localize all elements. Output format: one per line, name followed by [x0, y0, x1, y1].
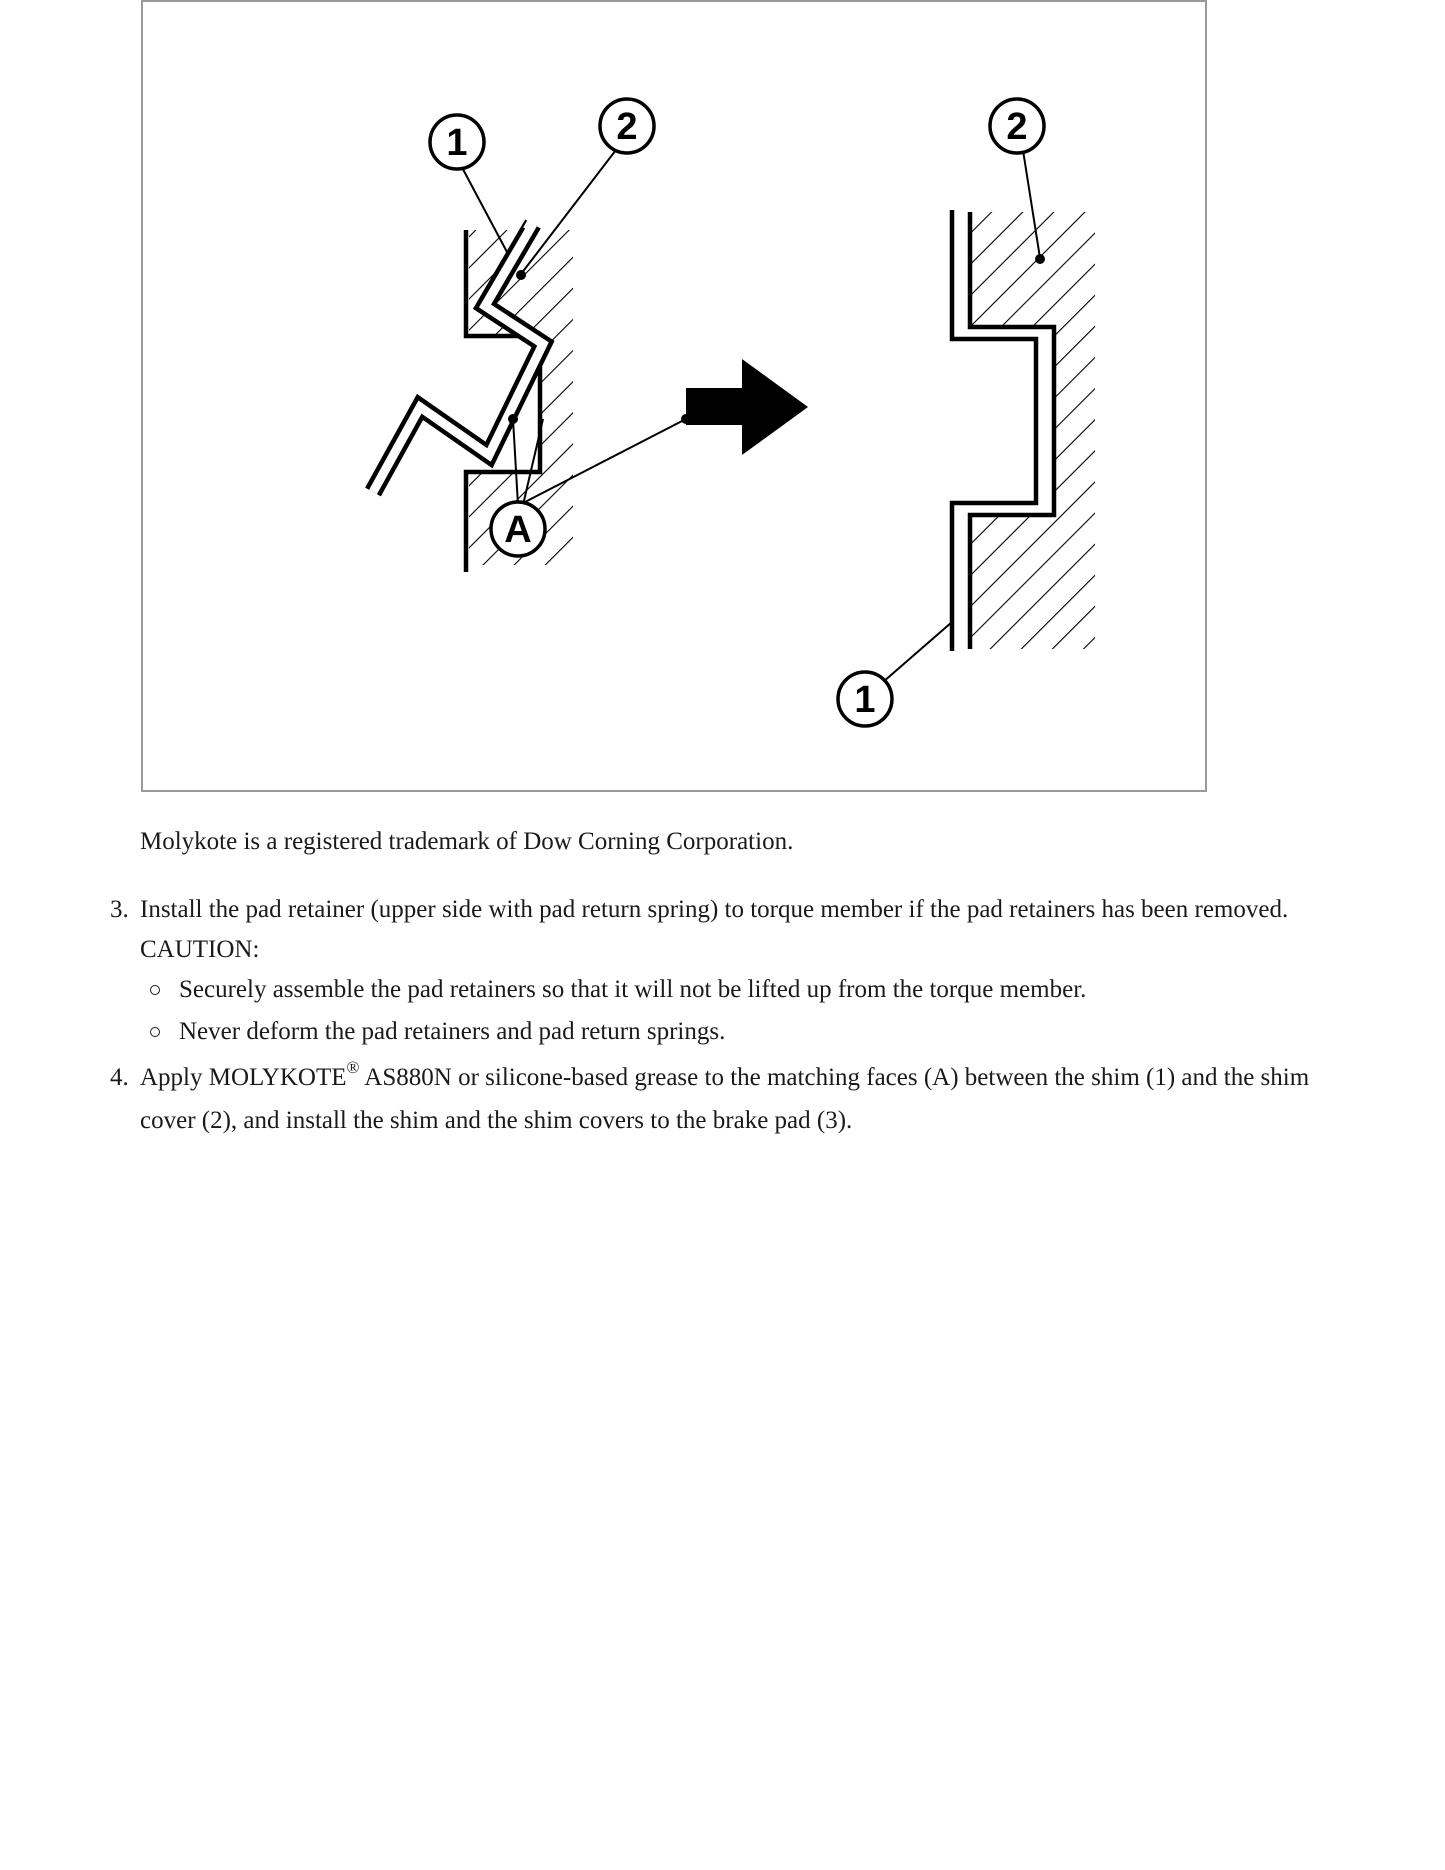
callout-1-right	[838, 672, 892, 726]
svg-text:A: A	[504, 509, 532, 551]
caution-label: CAUTION:	[140, 936, 260, 963]
step-number: 3.	[110, 896, 129, 923]
callout-2-left	[600, 99, 654, 153]
trademark-note: Molykote is a registered trademark of Dow Corning Corporation.	[140, 828, 794, 855]
caution-text: Never deform the pad retainers and pad return springs.	[179, 1018, 726, 1045]
svg-text:2: 2	[1006, 106, 1028, 148]
svg-text:1: 1	[446, 122, 468, 164]
caution-item	[140, 1011, 1340, 1053]
shim-installation-diagram	[143, 2, 1209, 794]
step-4-text-before: Apply MOLYKOTE	[140, 1064, 347, 1091]
circle-bullet-icon	[150, 985, 160, 995]
step-4	[110, 1056, 1340, 1142]
step-number: 4.	[110, 1064, 129, 1091]
shim-cover-right	[970, 202, 1155, 662]
registered-mark: ®	[346, 1057, 360, 1077]
illustration-frame	[141, 0, 1207, 792]
procedure-steps	[110, 888, 1340, 1142]
callout-1-left	[430, 115, 484, 169]
svg-text:1: 1	[854, 679, 876, 721]
step-3	[110, 888, 1340, 1053]
svg-text:2: 2	[616, 106, 638, 148]
step-3-text: Install the pad retainer (upper side with pad return spring) to torque member if the pad retainers has been removed.	[140, 896, 1289, 923]
step-4-text	[140, 1056, 1340, 1142]
step-4-text-after: AS880N or silicone-based grease to the matching faces (A) between the shim (1) and the shim cover (2), and install the shim and the shim covers to the brake pad (3).	[140, 1064, 1310, 1134]
caution-item	[140, 969, 1340, 1011]
arrow-right-icon	[686, 359, 808, 455]
caution-list	[140, 969, 1340, 1053]
circle-bullet-icon	[150, 1027, 160, 1037]
callout-a	[491, 502, 545, 556]
callout-2-right	[990, 99, 1044, 153]
caution-text: Securely assemble the pad retainers so that it will not be lifted up from the torque member.	[179, 976, 1087, 1003]
